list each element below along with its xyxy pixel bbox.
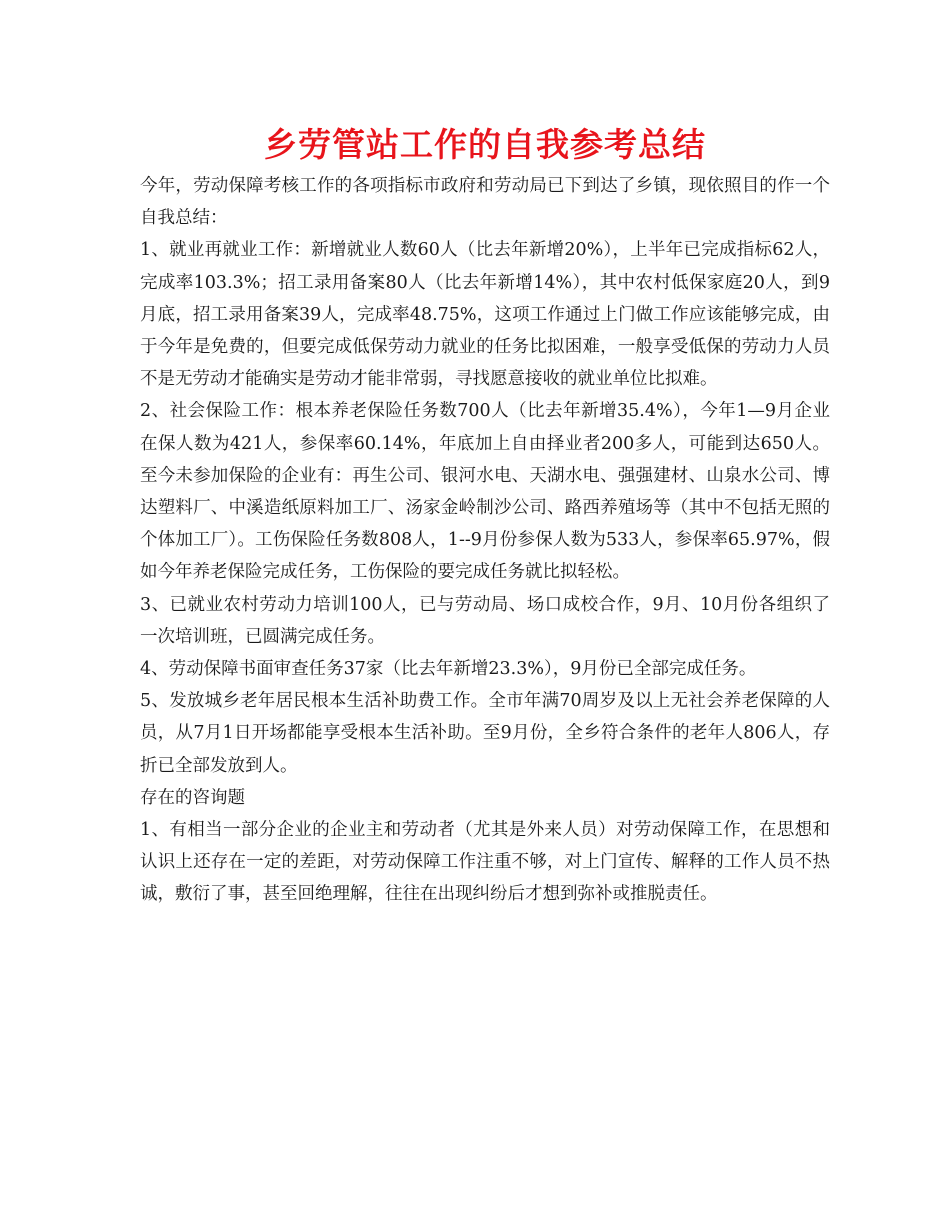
subsidy-paragraph: 5、发放城乡老年居民根本生活补助费工作。全市年满70周岁及以上无社会养老保障的人员，从7月1日开场都能享受根本生活补助。至9月份，全乡符合条件的老年人806人，存折已全部发放到人。 (140, 691, 830, 776)
review-paragraph: 4、劳动保障书面审查任务37家（比去年新增23.3%），9月份已全部完成任务。 (140, 659, 757, 680)
training-paragraph: 3、已就业农村劳动力培训100人，已与劳动局、场口成校合作，9月、10月份各组织了一次培训班，已圆满完成任务。 (140, 594, 830, 647)
intro-paragraph: 今年，劳动保障考核工作的各项指标市政府和劳动局已下到达了乡镇，现依照目的作一个自我总结： (140, 176, 830, 229)
document-title: 乡劳管站工作的自我参考总结 (264, 125, 706, 164)
social-insurance-paragraph: 2、社会保险工作：根本养老保险任务数700人（比去年新增35.4%），今年1—9月企业在保人数为421人，参保率60.14%，年底加上自由择业者200多人，可能到达650人。至今未参加保险的企业有：再生公司、银河水电、天湖水电、强强建材、山泉水公司、博达塑料厂、中溪造纸原料加工厂、汤家金岭制沙公司、路西养殖场等（其中不包括无照的个体加工厂）。工伤保险任务数808人，1--9月份参保人数为533人，参保率65.97%，假如今年养老保险完成任务，工伤保险的要完成任务就比拟轻松。 (140, 401, 830, 583)
issues-heading: 存在的咨询题 (140, 787, 245, 808)
document-page (140, 122, 830, 911)
employment-paragraph: 1、就业再就业工作：新增就业人数60人（比去年新增20%），上半年已完成指标62人，完成率103.3%；招工录用备案80人（比去年新增14%），其中农村低保家庭20人，到9月底，招工录用备案39人，完成率48.75%，这项工作通过上门做工作应该能够完成，由于今年是免费的，但要完成低保劳动力就业的任务比拟困难，一般享受低保的劳动力人员不是无劳动才能确实是劳动才能非常弱，寻找愿意接收的就业单位比拟难。 (140, 240, 830, 390)
issue-paragraph: 1、有相当一部分企业的企业主和劳动者（尤其是外来人员）对劳动保障工作，在思想和认识上还存在一定的差距，对劳动保障工作注重不够，对上门宣传、解释的工作人员不热诚，敷衍了事，甚至回绝理解，往往在出现纠纷后才想到弥补或推脱责任。 (140, 820, 830, 905)
